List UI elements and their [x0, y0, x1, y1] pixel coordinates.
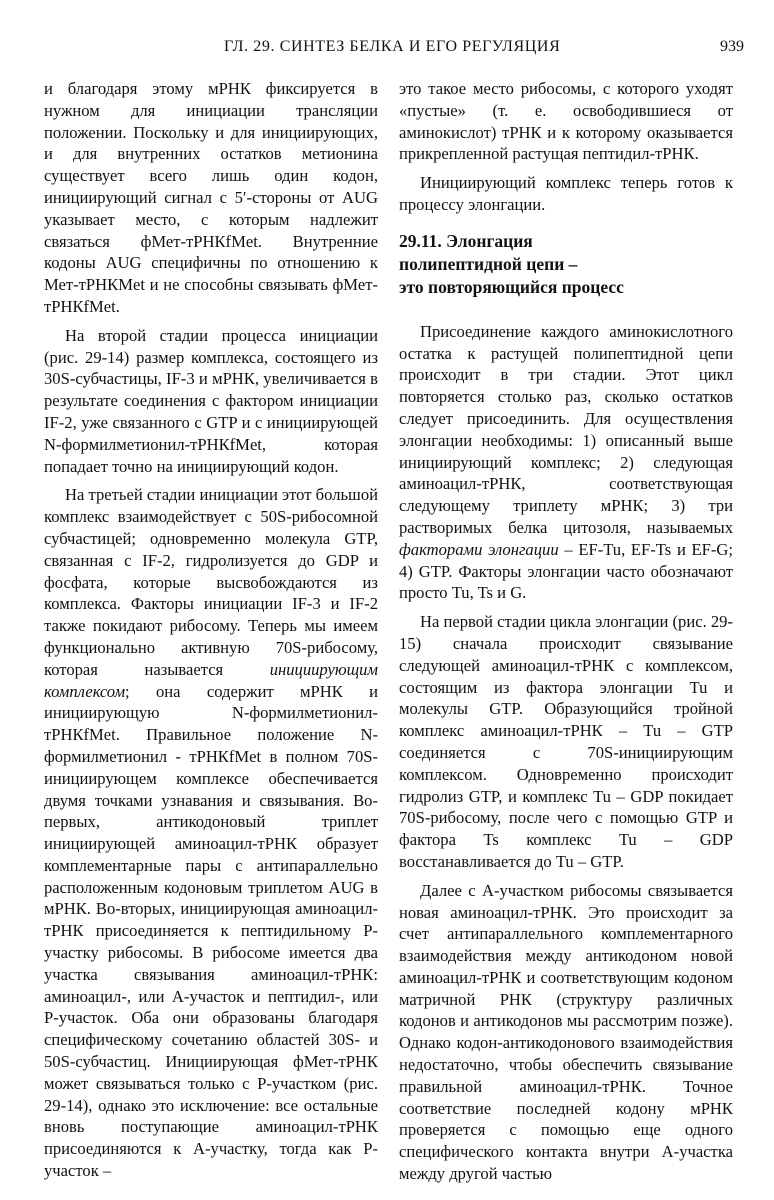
right-paragraph-3-text-a: Присоединение каждого аминокислотного остатка к растущей полипептидной цепи происходит в три стадии. Этот цикл повторяется столько раз, сколько остатков следует присоединить. Для осуществления элонгации необходимы: 1) описанный выше инициирующий комплекс; 2) следующая аминоацил-тРНК, соответствующая следующему триплету мРНК; 3) три растворимых белка цитозоля, называемых [399, 321, 733, 537]
section-heading [399, 230, 733, 299]
right-paragraph-3 [399, 321, 733, 604]
page-number: 939 [720, 38, 744, 55]
right-paragraph-3-text-b: – EF-Tu, EF-Ts и EF-G; 4) GTP. Факторы элонгации часто обозначают просто Tu, Ts и G. [399, 539, 734, 603]
right-paragraph-1: это такое место рибосомы, с которого уходят «пустые» (т. е. освободившиеся от аминокислот) тРНК и к которому оказывается прикрепленной растущая пептидил-тРНК. [399, 79, 733, 164]
left-paragraph-2: На второй стадии процесса инициации (рис. 29-14) размер комплекса, состоящего из 30S-субчастицы, IF-3 и мРНК, увеличивается в результате соединения с фактором инициации IF-2, уже связанного с GTP и с инициирующей N-формилметионил-тРНКfMet, которая попадает точно на инициирующий кодон. [44, 325, 378, 476]
section-heading-line-3: это повторяющийся процесс [399, 276, 624, 297]
section-heading-line-1: 29.11. Элонгация [399, 230, 533, 251]
running-head: ГЛ. 29. СИНТЕЗ БЕЛКА И ЕГО РЕГУЛЯЦИЯ [224, 38, 561, 55]
left-paragraph-3 [44, 484, 378, 1182]
left-paragraph-3-term: инициирующим комплексом [44, 659, 378, 701]
right-paragraph-5: Далее с А-участком рибосомы связывается новая аминоацил-тРНК. Это происходит за счет антипараллельного комплементарного взаимодействия между антикодоном новой аминоацил-тРНК и соответствующим кодоном матричной РНК (структуру различных кодонов и антикодонов мы рассмотрим позже). Однако кодон-антикодонового взаимодействия недостаточно, чтобы обеспечить связывание правильной аминоацил-тРНК. Точное соответствие последней кодону мРНК проверяется с помощью еще одного специфического контакта внутри А-участка между другой частью [399, 880, 733, 1184]
left-paragraph-3-text-b: ; она содержит мРНК и инициирующую N-формилметионил-тРНКfMet. Правильное положение N-формилметионил - тРНКfMet в полном 70S-инициирующем комплексе обеспечивается двумя точками узнавания и связывания. Во-первых, антикодоновый триплет инициирующей аминоацил-тРНК образует комплементарные пары с антипараллельно расположенным кодоновым триплетом AUG в мРНК. Во-вторых, инициирующая аминоацил-тРНК присоединяется к пептидильному Р-участку рибосомы. В рибосоме имеется два участка связывания аминоацил-тРНК: аминоацил-, или А-участок и пептидил-, или Р-участок. Оба они образованы благодаря специфическому сочетанию областей 30S- и 50S-субчастиц. Инициирующая фМет-тРНК может связываться только с Р-участком (рис. 29-14), однако это исключение: все остальные вновь поступающие аминоацил-тРНК присоединяются к А-участку, тогда как Р-участок – [44, 681, 378, 1181]
left-paragraph-1: и благодаря этому мРНК фиксируется в нужном для инициации трансляции положении. Поскольку и для инициирующих, и для внутренних остатков метионина существует всего лишь один кодон, инициирующий сигнал с 5′-стороны от AUG указывает место, с которым надлежит связаться фМет-тРНКfMet. Внутренние кодоны AUG специфичны по отношению к Мет-тРНКMet и не способны связывать фМет-тРНКfMet. [44, 79, 378, 316]
left-paragraph-3-text-a: На третьей стадии инициации этот большой комплекс взаимодействует с 50S-рибосомной субчастицей; одновременно молекула GTP, связанная с IF-2, гидролизуется до GDP и фосфата, которые высвобождаются из комплекса. Факторы инициации IF-3 и IF-2 также покидают рибосому. Теперь мы имеем функционально активную 70S-рибосому, которая называется [44, 485, 378, 679]
right-paragraph-4: На первой стадии цикла элонгации (рис. 29-15) сначала происходит связывание следующей аминоацил-тРНК с комплексом, состоящим из фактора элонгации Tu и молекулы GTP. Образующийся тройной комплекс аминоацил-тРНК – Tu – GTP соединяется с 70S-инициирующим комплексом. Одновременно происходит гидролиз GTP, и комплекс Tu – GDP покидает 70S-рибосому, после чего с помощью GTP и фактора Ts комплекс Tu – GDP восстанавливается до Tu – GTP. [399, 612, 733, 871]
right-paragraph-2: Инициирующий комплекс теперь готов к процессу элонгации. [399, 173, 733, 214]
left-column [44, 78, 378, 1189]
page-header [44, 38, 744, 62]
section-heading-line-2: полипептидной цепи – [399, 253, 578, 274]
right-column [399, 78, 733, 1192]
right-paragraph-3-term: факторами элонгации [399, 539, 559, 559]
